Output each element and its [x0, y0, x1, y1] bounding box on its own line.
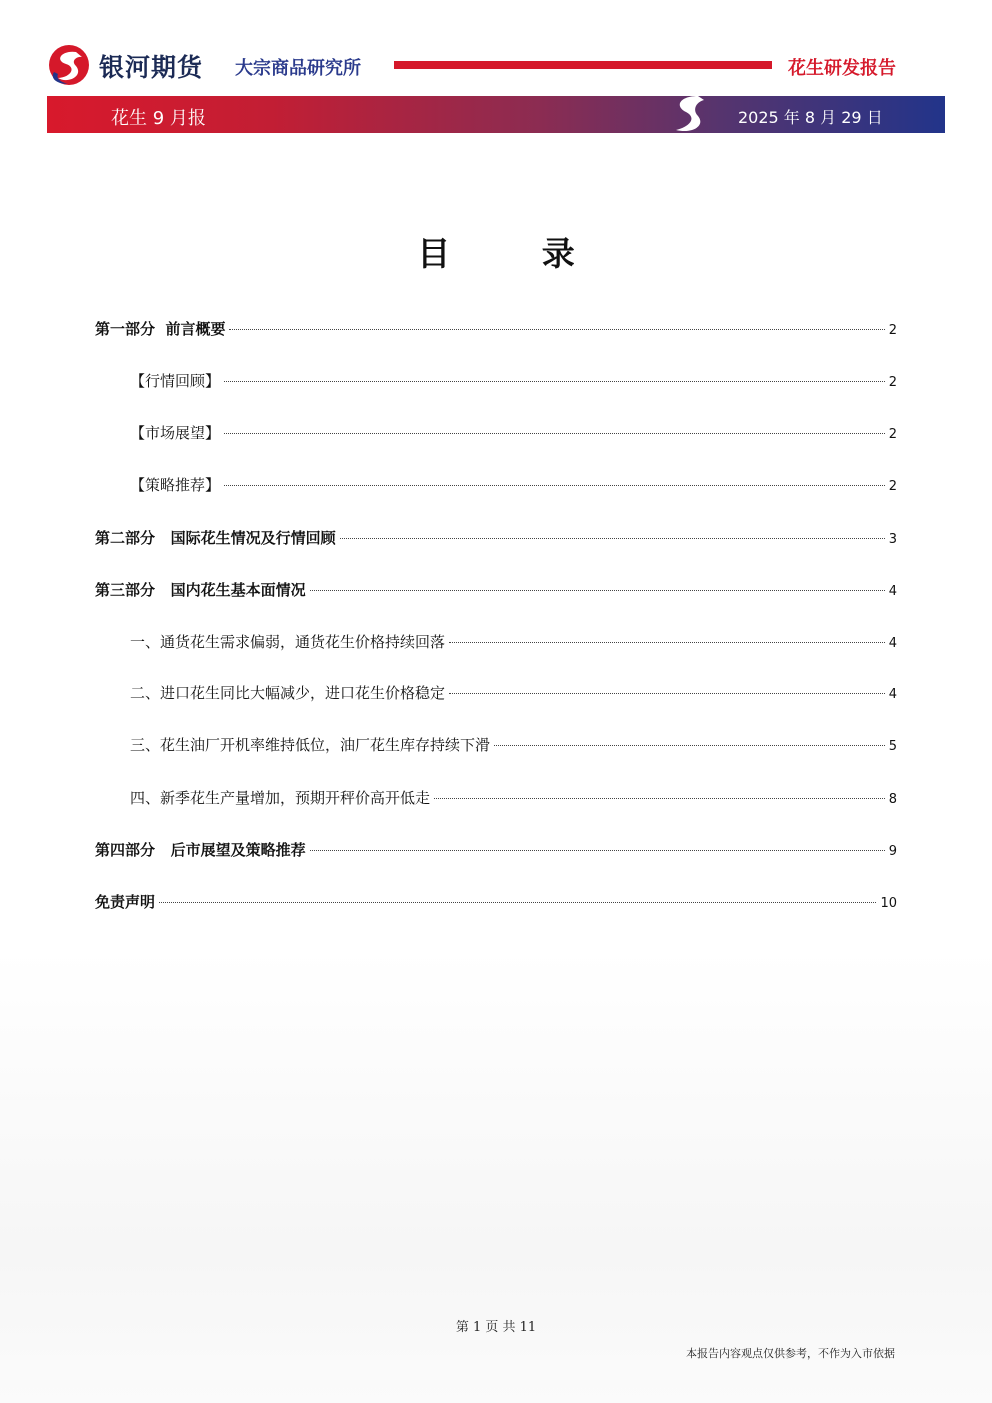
galaxy-futures-logo-icon	[46, 44, 92, 86]
toc-entry-label: 一、通货花生需求偏弱，通货花生价格持续回落	[130, 633, 446, 651]
toc-entry-page: 4	[888, 584, 897, 599]
swoosh-logo-icon	[668, 92, 710, 136]
toc-entry-label: 【策略推荐】	[130, 476, 221, 494]
toc-leader	[310, 850, 885, 851]
toc-leader	[434, 798, 885, 799]
toc-entry-label: 第二部分 国际花生情况及行情回顾	[95, 529, 336, 547]
toc-leader	[224, 485, 885, 486]
toc-entry-label: 第一部分 前言概要	[95, 320, 226, 338]
toc-entry[interactable]	[95, 318, 897, 342]
toc-entry-page: 2	[888, 323, 897, 338]
toc-leader	[340, 538, 885, 539]
toc-entry-page: 8	[888, 792, 897, 807]
toc-leader	[229, 329, 884, 330]
toc-title: 目 录	[417, 234, 615, 273]
toc-entry-label: 第四部分 后市展望及策略推荐	[95, 841, 306, 859]
toc-entry-page: 9	[888, 844, 897, 859]
toc-entry-page: 2	[888, 427, 897, 442]
page-number: 第 1 页 共 11	[455, 1320, 537, 1335]
toc-entry-page: 2	[888, 479, 897, 494]
toc-entry[interactable]	[95, 527, 897, 551]
toc-leader	[449, 693, 885, 694]
toc-leader	[494, 745, 885, 746]
toc-entry-page: 2	[888, 375, 897, 390]
department-name: 大宗商品研究所	[235, 58, 361, 79]
report-date: 2025 年 8 月 29 日	[738, 108, 883, 127]
toc-leader	[159, 902, 876, 903]
toc-entry-label: 二、进口花生同比大幅减少，进口花生价格稳定	[130, 684, 446, 702]
toc-entry-label: 三、花生油厂开机率维持低位，油厂花生库存持续下滑	[130, 736, 491, 754]
report-type: 花生研发报告	[788, 58, 896, 79]
toc-leader	[449, 642, 885, 643]
toc-entry-page: 5	[888, 739, 897, 754]
toc-entry[interactable]	[130, 682, 897, 706]
toc-entry-label: 四、新季花生产量增加，预期开秤价高开低走	[130, 789, 431, 807]
toc-leader	[224, 381, 885, 382]
toc-entry-label: 免责声明	[95, 893, 156, 911]
toc-entry[interactable]	[130, 370, 897, 394]
toc-entry-label: 第三部分 国内花生基本面情况	[95, 581, 306, 599]
toc-entry-page: 4	[888, 636, 897, 651]
toc-entry-page: 4	[888, 687, 897, 702]
toc-entry[interactable]	[130, 422, 897, 446]
toc-entry[interactable]	[95, 579, 897, 603]
toc-entry[interactable]	[95, 839, 897, 863]
toc-leader	[224, 433, 885, 434]
toc-entry[interactable]	[130, 787, 897, 811]
toc-leader	[310, 590, 885, 591]
report-title: 花生 9 月报	[111, 108, 206, 129]
brand-name: 银河期货	[99, 53, 204, 82]
footer-disclaimer: 本报告内容观点仅供参考，不作为入市依据	[686, 1347, 895, 1360]
header-divider	[394, 61, 772, 69]
toc-entry[interactable]	[130, 631, 897, 655]
toc-entry[interactable]	[130, 734, 897, 758]
toc-entry-page: 10	[880, 896, 897, 911]
toc-entry[interactable]	[95, 891, 897, 915]
toc-entry-page: 3	[888, 532, 897, 547]
toc-entry-label: 【市场展望】	[130, 424, 221, 442]
toc-entry[interactable]	[130, 474, 897, 498]
toc-entry-label: 【行情回顾】	[130, 372, 221, 390]
